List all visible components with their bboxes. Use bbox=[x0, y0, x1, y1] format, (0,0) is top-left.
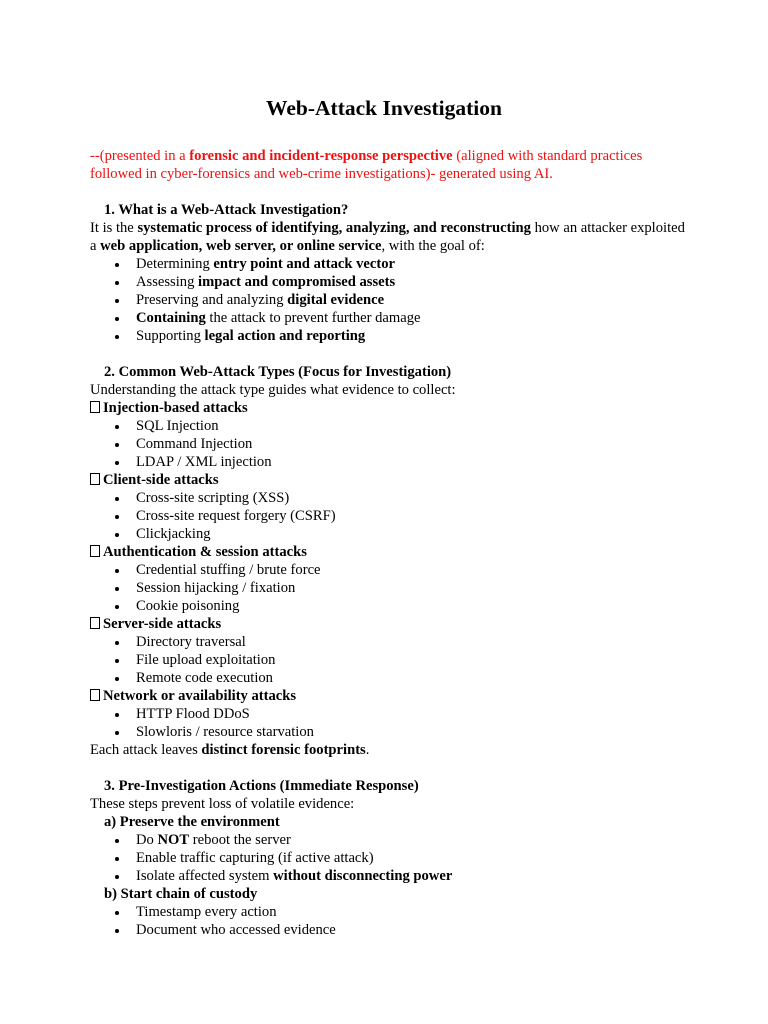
intro-text-end: (aligned with standard practices followed in cyber-forensics and web-crime investigations)- generated using AI. bbox=[90, 148, 643, 182]
list-item: Slowloris / resource starvation bbox=[90, 723, 690, 741]
intro-bold: forensic and incident-response perspective bbox=[189, 148, 453, 164]
list-item: Clickjacking bbox=[90, 525, 690, 543]
document-body bbox=[90, 201, 690, 939]
list-item: Supporting legal action and reporting bbox=[90, 327, 690, 345]
list-item: Cookie poisoning bbox=[90, 597, 690, 615]
checkbox-glyph-icon bbox=[90, 401, 100, 413]
section-1-heading: 1. What is a Web-Attack Investigation? bbox=[104, 202, 349, 218]
checkbox-glyph-icon bbox=[90, 617, 100, 629]
category-heading: Network or availability attacks bbox=[90, 687, 690, 705]
s1-text-e: , with the goal of: bbox=[381, 238, 485, 254]
list-item: Command Injection bbox=[90, 435, 690, 453]
checkbox-glyph-icon bbox=[90, 473, 100, 485]
checkbox-glyph-icon bbox=[90, 689, 100, 701]
section-2-closing: Each attack leaves distinct forensic footprints. bbox=[90, 742, 370, 758]
category-list bbox=[90, 561, 690, 615]
list-item: Cross-site request forgery (CSRF) bbox=[90, 507, 690, 525]
intro-text: --(presented in a bbox=[90, 148, 190, 164]
list-item: Assessing impact and compromised assets bbox=[90, 273, 690, 291]
list-item: Remote code execution bbox=[90, 669, 690, 687]
category-heading: Server-side attacks bbox=[90, 615, 690, 633]
s1-text-a: It is the bbox=[90, 220, 138, 236]
s1-bold-d: web application, web server, or online service bbox=[100, 238, 382, 254]
document-title: Web-Attack Investigation bbox=[266, 96, 502, 120]
list-item: HTTP Flood DDoS bbox=[90, 705, 690, 723]
list-item: File upload exploitation bbox=[90, 651, 690, 669]
intro-note bbox=[90, 147, 690, 183]
category-heading: Client-side attacks bbox=[90, 471, 690, 489]
s1-bold-b: systematic process of identifying, analyzing, and reconstructing bbox=[137, 220, 531, 236]
list-item: Document who accessed evidence bbox=[90, 921, 690, 939]
spacer bbox=[90, 345, 690, 363]
section-2-heading: 2. Common Web-Attack Types (Focus for Investigation) bbox=[104, 364, 452, 380]
list-item: Isolate affected system without disconnecting power bbox=[90, 867, 690, 885]
list-item: Determining entry point and attack vector bbox=[90, 255, 690, 273]
subsection-b-list bbox=[90, 903, 690, 939]
subsection-a-list bbox=[90, 831, 690, 885]
section-1-paragraph bbox=[90, 219, 690, 255]
list-item: Session hijacking / fixation bbox=[90, 579, 690, 597]
category-list bbox=[90, 417, 690, 471]
spacer bbox=[90, 759, 690, 777]
list-item: Containing the attack to prevent further damage bbox=[90, 309, 690, 327]
section-3-paragraph: These steps prevent loss of volatile evidence: bbox=[90, 796, 355, 812]
section-2-paragraph: Understanding the attack type guides what evidence to collect: bbox=[90, 382, 456, 398]
subsection-a-heading: a) Preserve the environment bbox=[104, 814, 280, 830]
checkbox-glyph-icon bbox=[90, 545, 100, 557]
list-item: Timestamp every action bbox=[90, 903, 690, 921]
category-list bbox=[90, 705, 690, 741]
list-item: Credential stuffing / brute force bbox=[90, 561, 690, 579]
category-heading: Injection-based attacks bbox=[90, 399, 690, 417]
subsection-b-heading: b) Start chain of custody bbox=[104, 886, 258, 902]
category-heading: Authentication & session attacks bbox=[90, 543, 690, 561]
list-item: Preserving and analyzing digital evidence bbox=[90, 291, 690, 309]
category-list bbox=[90, 489, 690, 543]
list-item: LDAP / XML injection bbox=[90, 453, 690, 471]
list-item: Enable traffic capturing (if active attack) bbox=[90, 849, 690, 867]
list-item: Do NOT reboot the server bbox=[90, 831, 690, 849]
section-3-heading: 3. Pre-Investigation Actions (Immediate Response) bbox=[104, 778, 419, 794]
s1-text-c: how an attacker exploited a bbox=[90, 220, 685, 254]
intro-paragraph bbox=[90, 147, 690, 183]
section-1-list bbox=[90, 255, 690, 345]
list-item: Cross-site scripting (XSS) bbox=[90, 489, 690, 507]
category-list bbox=[90, 633, 690, 687]
list-item: Directory traversal bbox=[90, 633, 690, 651]
list-item: SQL Injection bbox=[90, 417, 690, 435]
